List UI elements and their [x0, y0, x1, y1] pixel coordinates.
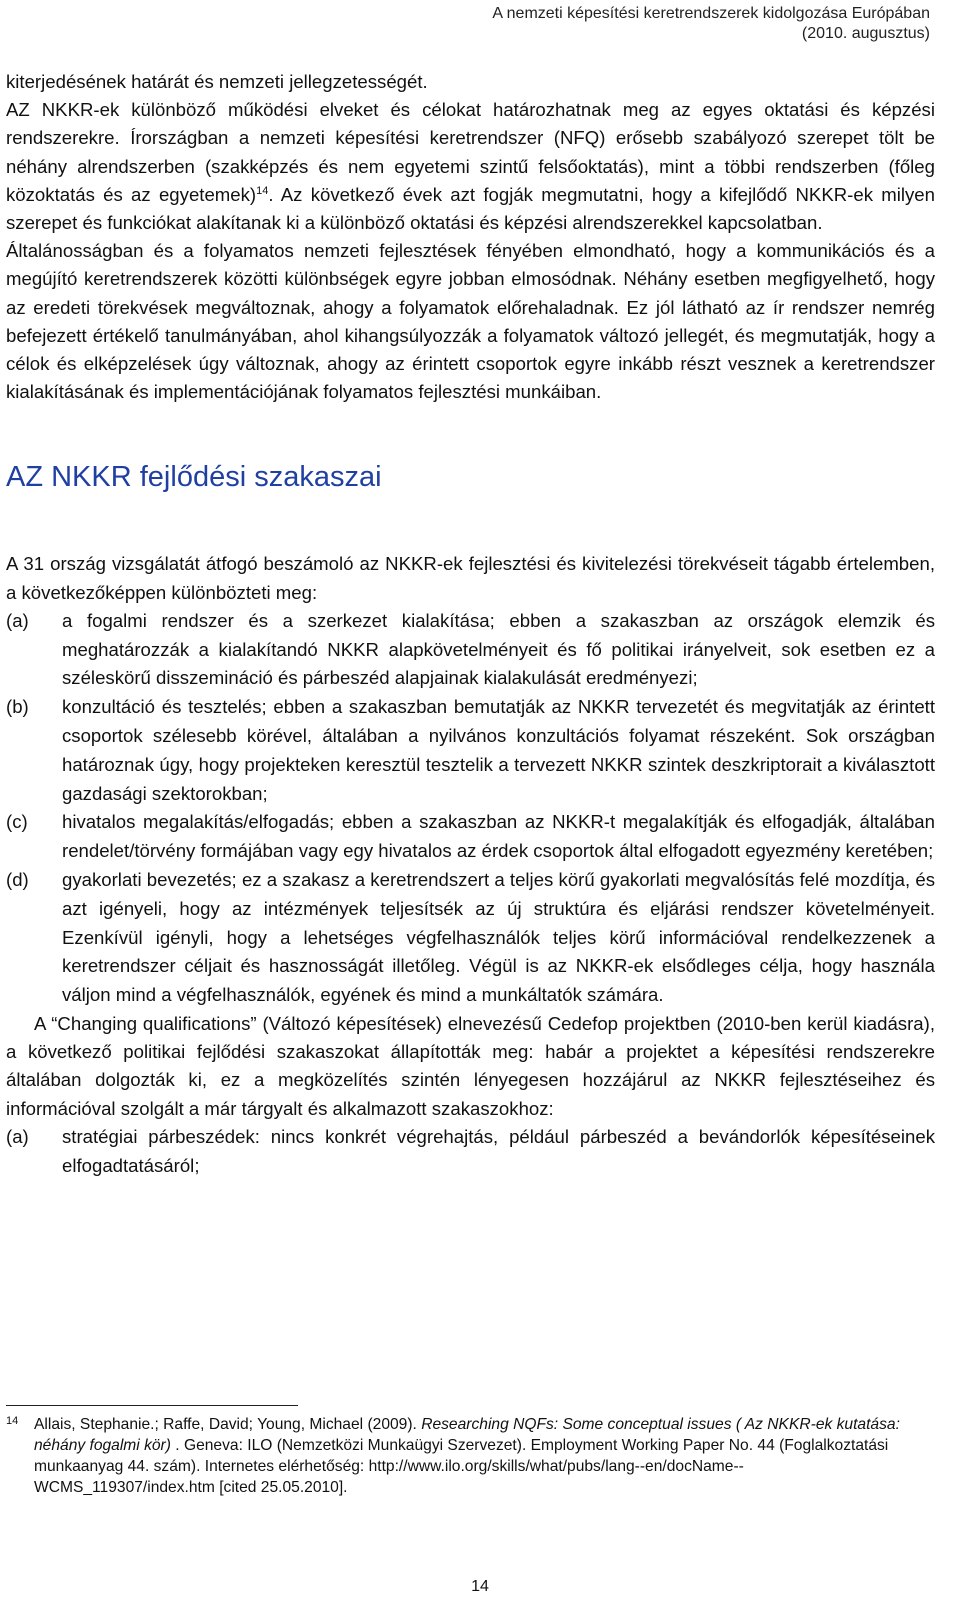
list-item-label: (c)	[6, 811, 28, 833]
running-header	[492, 4, 930, 44]
footnote-title: Researching NQFs: Some conceptual issues ( Az NKKR-ek kutatása: néhány fogalmi kör)	[34, 1416, 900, 1454]
footnote-separator	[6, 1405, 298, 1406]
list-item-text: a fogalmi rendszer és a szerkezet kialakítása; ebben a szakaszban az országok elemzik és meghatározzák a kialakítandó NKKR alapkövetelményeit és fő politikai irányelveit, sok esetben ez a széleskörű disszemináció és párbeszéd alapjainak kialakulását eredményezi;	[62, 609, 935, 689]
list-item-label: (d)	[6, 869, 29, 891]
intro-paragraph-2	[6, 96, 935, 237]
footnote-authors: Allais, Stephanie.; Raffe, David; Young, Michael (2009).	[34, 1416, 422, 1433]
list-item-label: (a)	[6, 609, 29, 631]
list-item	[6, 1123, 935, 1181]
list-item	[6, 808, 935, 866]
header-title: A nemzeti képesítési keretrendszerek kidolgozása Európában	[492, 5, 930, 22]
list-item-label: (b)	[6, 696, 29, 718]
list-item	[6, 866, 935, 1010]
list-item-text: gyakorlati bevezetés; ez a szakasz a keretrendszert a teljes körű gyakorlati megvalósítás felé mozdítja, és azt igényeli, hogy az intézmények teljesítsék az új struktúra és eljárási rendszer követelményeit. Ezenkívül igényli, hogy a lehetséges végfelhasználók teljes körű információval rendelkezzenek a keretrendszer céljait és hasznosságát illetőleg. Végül is az NKKR-ek elsődleges célja, hogy használa váljon mind a végfelhasználók, egyének és mind a munkáltatók számára.	[62, 869, 935, 1006]
intro-paragraph-2-text-b: . Az következő évek azt fogják megmutatni, hogy a kifejlődő NKKR-ek milyen szerepet és funkciókat alakítanak ki a különböző oktatási és képzési alrendszerekkel kapcsolatban.	[6, 183, 935, 234]
section-paragraph-2: A “Changing qualifications” (Változó képesítések) elnevezésű Cedefop projektben (2010-ben kerül kiadásra), a következő politikai fejlődési szakaszokat állapították meg: habár a projektet a képesítési rendszerekre általában dolgozták ki, ez a megközelítés szintén lényegesen hozzájárul az NKKR fejlesztéseihez és információval szolgált a már tárgyalt és alkalmazott szakaszokhoz:	[6, 1013, 935, 1119]
footnote-number: 14	[6, 1415, 19, 1427]
footnote	[6, 1414, 920, 1498]
page-number: 14	[471, 1578, 489, 1595]
header-date: (2010. augusztus)	[801, 25, 930, 42]
list-item	[6, 607, 935, 693]
footnote-text	[34, 1414, 920, 1498]
page-body	[6, 68, 935, 1180]
list-item	[6, 693, 935, 808]
intro-paragraph-3: Általánosságban és a folyamatos nemzeti fejlesztések fényében elmondható, hogy a kommunikációs és a megújító keretrendszerek közötti különbségek egyre jobban elmosódnak. Néhány esetben megfigyelhető, hogy az eredeti törekvések megváltoznak, ahogy a folyamatok előrehaladnak. Ez jól látható az ír rendszer nemrég befejezett értékelő tanulmányában, ahol kihangsúlyozzák a folyamatok változó jellegét, és megmutatják, hogy a célok és elképzelések úgy változnak, ahogy az érintett csoportok egyre inkább részt vesznek a keretrendszer kialakításának és implementációjának folyamatos fejlesztési munkáiban.	[6, 240, 935, 403]
policy-stages-list	[6, 1123, 935, 1181]
intro-paragraph-1: kiterjedésének határát és nemzeti jellegzetességét.	[6, 71, 428, 92]
list-item-label: (a)	[6, 1125, 29, 1147]
stages-list	[6, 607, 935, 1010]
list-item-text: hivatalos megalakítás/elfogadás; ebben a szakaszban az NKKR-t megalakítják és elfogadják, általában rendelet/törvény formájában vagy egy hivatalos az érdek csoportok által elfogadott egyezmény keretében;	[62, 811, 935, 862]
footnote-source[interactable]: . Geneva: ILO (Nemzetközi Munkaügyi Szervezet). Employment Working Paper No. 44 (Foglalkoztatási munkaanyag 44. szám). Internetes elérhetőség: http://www.ilo.org/skills/what/pubs/lang--en/docName--WCMS_119307/index.htm [cited 25.05.2010].	[34, 1437, 889, 1496]
list-item-text: konzultáció és tesztelés; ebben a szakaszban bemutatják az NKKR tervezetét és megvitatják az érintett csoportok szélesebb körével, általában a nyilvános konzultációs folyamat részeként. Sok országban határoznak úgy, hogy projekteken keresztül tesztelik a tervezett NKKR szintek deszkriptorait a kiválasztott gazdasági szektorokban;	[62, 696, 935, 804]
intro-paragraph-2-text-a: AZ NKKR-ek különböző működési elveket és célokat határozhatnak meg az egyes oktatási és képzési rendszerekre. Írországban a nemzeti képesítési keretrendszer (NFQ) erősebb szabályozó szerepet tölt be néhány alrendszerben (szakképzés és nem egyetemi szintű felsőoktatás), mint a többi rendszerben (főleg közoktatás és az egyetemek)	[6, 99, 935, 205]
list-item-text: stratégiai párbeszédek: nincs konkrét végrehajtás, például párbeszéd a bevándorlók képesítéseinek elfogadtatásáról;	[62, 1125, 935, 1176]
section-lead-paragraph: A 31 ország vizsgálatát átfogó beszámoló az NKKR-ek fejlesztési és kivitelezési törekvéseit tágabb értelemben, a következőképpen különbözteti meg:	[6, 553, 935, 603]
footnote-ref[interactable]: 14	[256, 184, 269, 197]
section-heading: AZ NKKR fejlődési szakaszai	[6, 461, 382, 494]
